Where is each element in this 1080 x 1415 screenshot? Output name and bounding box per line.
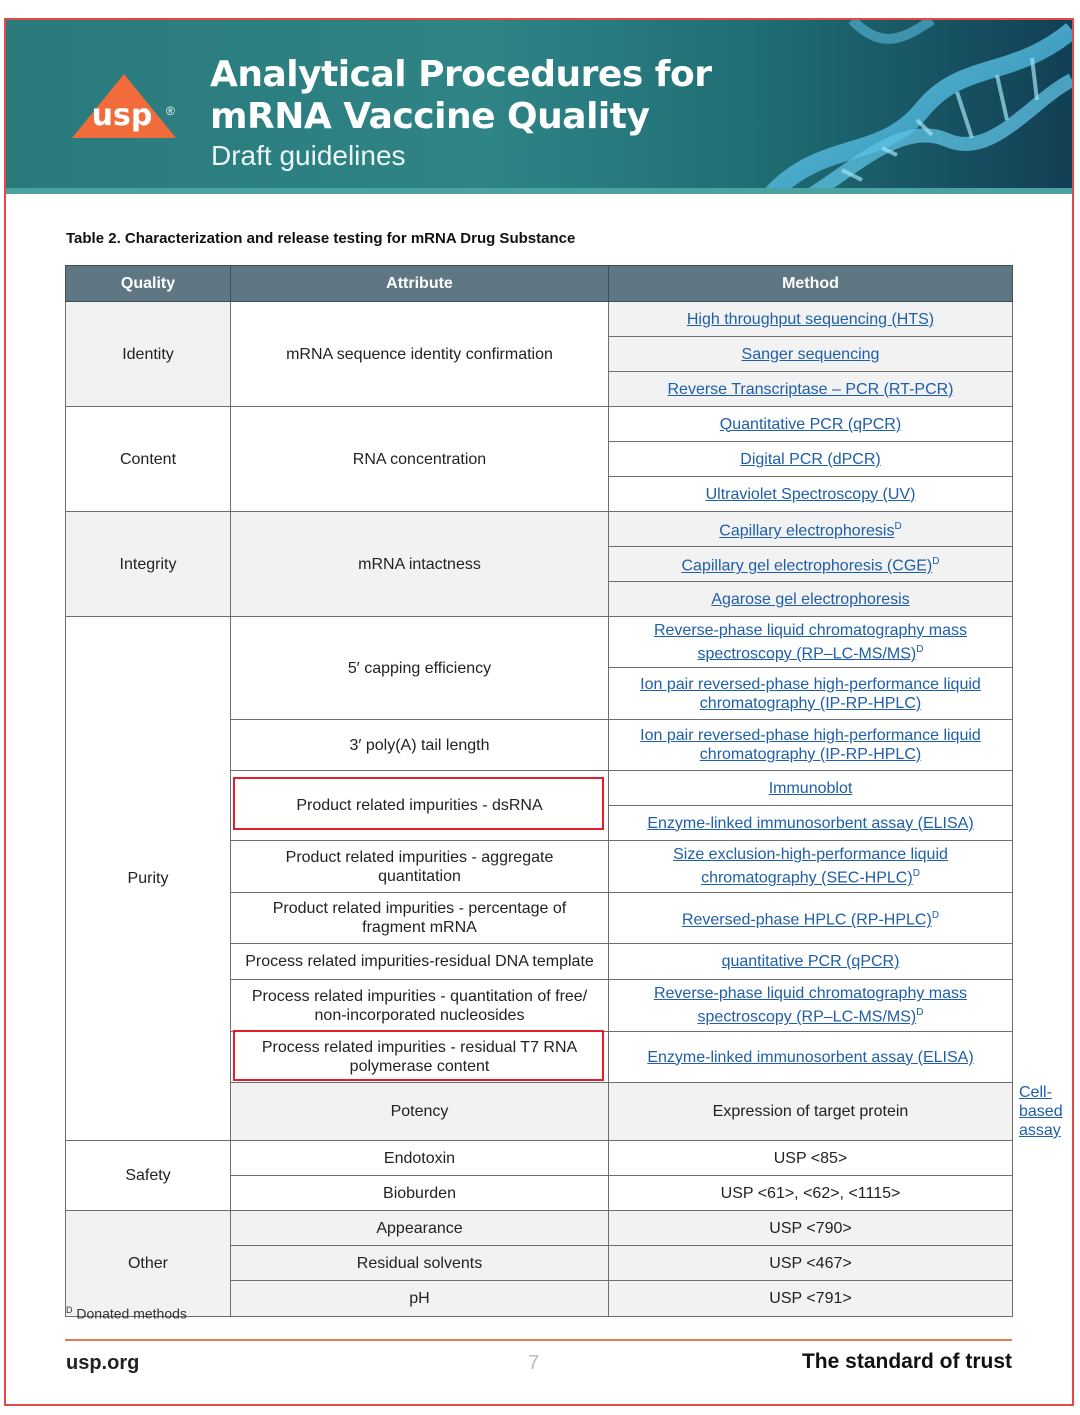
method-line: Size exclusion-high-performance liquid [673, 846, 948, 864]
method-cell: USP <85> [609, 1141, 1013, 1176]
attribute-cell: mRNA sequence identity confirmation [231, 302, 609, 407]
method-link[interactable]: Immunoblot [768, 779, 853, 797]
method-link[interactable] [673, 846, 948, 886]
quality-cell: Identity [66, 302, 231, 407]
quality-cell: Other [66, 1211, 231, 1317]
method-cell [609, 841, 1013, 893]
quality-cell: Integrity [66, 512, 231, 617]
header-banner [6, 20, 1072, 194]
attribute-cell [231, 980, 609, 1032]
method-cell [609, 372, 1013, 407]
banner-title-line1: Analytical Procedures for [210, 54, 712, 95]
method-link[interactable]: Reversed-phase HPLC (RP-HPLC) [681, 911, 932, 929]
method-link[interactable]: Enzyme-linked immunosorbent assay (ELISA) [647, 814, 974, 832]
attribute-cell: 5′ capping efficiency [231, 617, 609, 720]
attribute-line: fragment mRNA [362, 919, 477, 936]
attribute-cell: Process related impurities-residual DNA template [231, 944, 609, 980]
method-cell: USP <790> [609, 1211, 1013, 1246]
table-row [66, 407, 1013, 442]
banner-subtitle: Draft guidelines [211, 140, 406, 171]
method-cell [609, 1032, 1013, 1083]
method-link[interactable] [654, 985, 967, 1025]
donated-mark: D [932, 556, 940, 568]
footnote-text: Donated methods [76, 1305, 187, 1322]
quality-cell: Content [66, 407, 231, 512]
footnote-mark: D [66, 1305, 73, 1315]
header-method: Method [609, 266, 1013, 302]
method-cell [609, 477, 1013, 512]
dna-helix-image [732, 20, 1072, 194]
attribute-line: non-incorporated nucleosides [314, 1006, 525, 1024]
method-link[interactable]: Capillary electrophoresis [719, 522, 895, 540]
method-cell [609, 771, 1013, 806]
attribute-line: Process related impurities - residual T7 RNA [261, 1039, 578, 1056]
method-line: Ion pair reversed-phase high-performance liquid [640, 675, 981, 693]
quality-cell: Safety [66, 1141, 231, 1211]
method-link[interactable]: Quantitative PCR (qPCR) [719, 415, 902, 433]
method-link[interactable]: Agarose gel electrophoresis [711, 590, 910, 608]
attribute-cell: RNA concentration [231, 407, 609, 512]
footnote [66, 1305, 187, 1322]
method-line: chromatography (IP-RP-HPLC) [699, 694, 922, 712]
method-cell [609, 806, 1013, 841]
method-cell [609, 944, 1013, 980]
method-line: chromatography (SEC-HPLC) [701, 869, 913, 887]
donated-mark: D [894, 521, 902, 533]
method-link[interactable] [640, 676, 981, 712]
method-link[interactable]: Cell-based assay [1019, 1084, 1063, 1139]
svg-text:usp: usp [91, 98, 153, 133]
attribute-cell: 3′ poly(A) tail length [231, 720, 609, 771]
method-line: Reverse-phase liquid chromatography mass [653, 621, 968, 639]
header-quality: Quality [66, 266, 231, 302]
method-link[interactable]: Capillary gel electrophoresis (CGE) [681, 557, 933, 575]
attribute-line: polymerase content [349, 1058, 490, 1075]
quality-cell: Purity [66, 617, 231, 1141]
method-cell [609, 547, 1013, 582]
banner-title [210, 54, 711, 138]
footer-tagline: The standard of trust [801, 1350, 1012, 1373]
donated-mark: D [931, 910, 940, 922]
method-cell [609, 407, 1013, 442]
method-link[interactable] [640, 727, 981, 763]
method-link[interactable]: Enzyme-linked immunosorbent assay (ELISA) [647, 1048, 974, 1066]
method-link[interactable] [654, 622, 967, 662]
donated-mark: D [916, 643, 924, 655]
method-cell: USP <61>, <62>, <1115> [609, 1176, 1013, 1211]
attribute-cell: mRNA intactness [231, 512, 609, 617]
attribute-cell: Endotoxin [231, 1141, 609, 1176]
footer-divider [65, 1339, 1012, 1341]
method-link[interactable]: quantitative PCR (qPCR) [721, 953, 900, 970]
attribute-cell: Residual solvents [231, 1246, 609, 1281]
method-link[interactable]: Reverse Transcriptase – PCR (RT-PCR) [667, 380, 954, 398]
donated-mark: D [912, 868, 920, 880]
method-cell: USP <791> [609, 1281, 1013, 1317]
method-link[interactable]: High throughput sequencing (HTS) [686, 310, 935, 328]
method-link[interactable]: Sanger sequencing [741, 345, 880, 363]
attribute-cell-highlighted [231, 1032, 609, 1083]
table-caption: Table 2. Characterization and release testing for mRNA Drug Substance [66, 230, 576, 247]
table-row [66, 617, 1013, 668]
method-line: spectroscopy (RP–LC-MS/MS) [697, 1008, 917, 1026]
method-cell [609, 617, 1013, 668]
attribute-cell: pH [231, 1281, 609, 1317]
table-row [66, 1141, 1013, 1176]
attribute-line: quantitation [378, 867, 461, 885]
donated-mark: D [916, 1007, 924, 1019]
page-number: 7 [528, 1352, 540, 1374]
attribute-cell-highlighted [231, 771, 609, 841]
method-line: chromatography (IP-RP-HPLC) [699, 746, 922, 763]
method-line: Ion pair reversed-phase high-performance liquid [640, 727, 981, 744]
method-cell [609, 337, 1013, 372]
attribute-cell [231, 841, 609, 893]
method-cell [609, 893, 1013, 944]
attribute-cell [231, 893, 609, 944]
method-cell [609, 668, 1013, 720]
attribute-text: Product related impurities - dsRNA [296, 797, 543, 814]
method-cell [609, 582, 1013, 617]
attribute-cell: Bioburden [231, 1176, 609, 1211]
quality-cell: Potency [231, 1083, 609, 1141]
attribute-line: Product related impurities - aggregate [285, 848, 554, 866]
header-attribute: Attribute [231, 266, 609, 302]
method-cell [609, 442, 1013, 477]
registered-mark: ® [166, 104, 175, 118]
banner-title-line2: mRNA Vaccine Quality [210, 96, 650, 137]
banner-accent-line [6, 188, 1072, 194]
method-cell [609, 302, 1013, 337]
attribute-cell: Expression of target protein [609, 1083, 1013, 1141]
attribute-line: Product related impurities - percentage of [272, 900, 567, 917]
table-row [66, 1211, 1013, 1246]
table-row [66, 302, 1013, 337]
method-cell [609, 720, 1013, 771]
footer-website-link[interactable]: usp.org [66, 1352, 140, 1374]
testing-table [65, 265, 1063, 1317]
table-header-row [66, 266, 1013, 302]
method-cell [609, 980, 1013, 1032]
attribute-line: Process related impurities - quantitation of free/ [251, 987, 588, 1005]
method-line: Reverse-phase liquid chromatography mass [653, 985, 968, 1003]
attribute-cell: Appearance [231, 1211, 609, 1246]
table-row [66, 512, 1013, 547]
method-cell [609, 512, 1013, 547]
method-link[interactable]: Ultraviolet Spectroscopy (UV) [705, 485, 916, 503]
method-cell: USP <467> [609, 1246, 1013, 1281]
method-line: spectroscopy (RP–LC-MS/MS) [697, 645, 917, 663]
method-link[interactable]: Digital PCR (dPCR) [740, 450, 881, 468]
